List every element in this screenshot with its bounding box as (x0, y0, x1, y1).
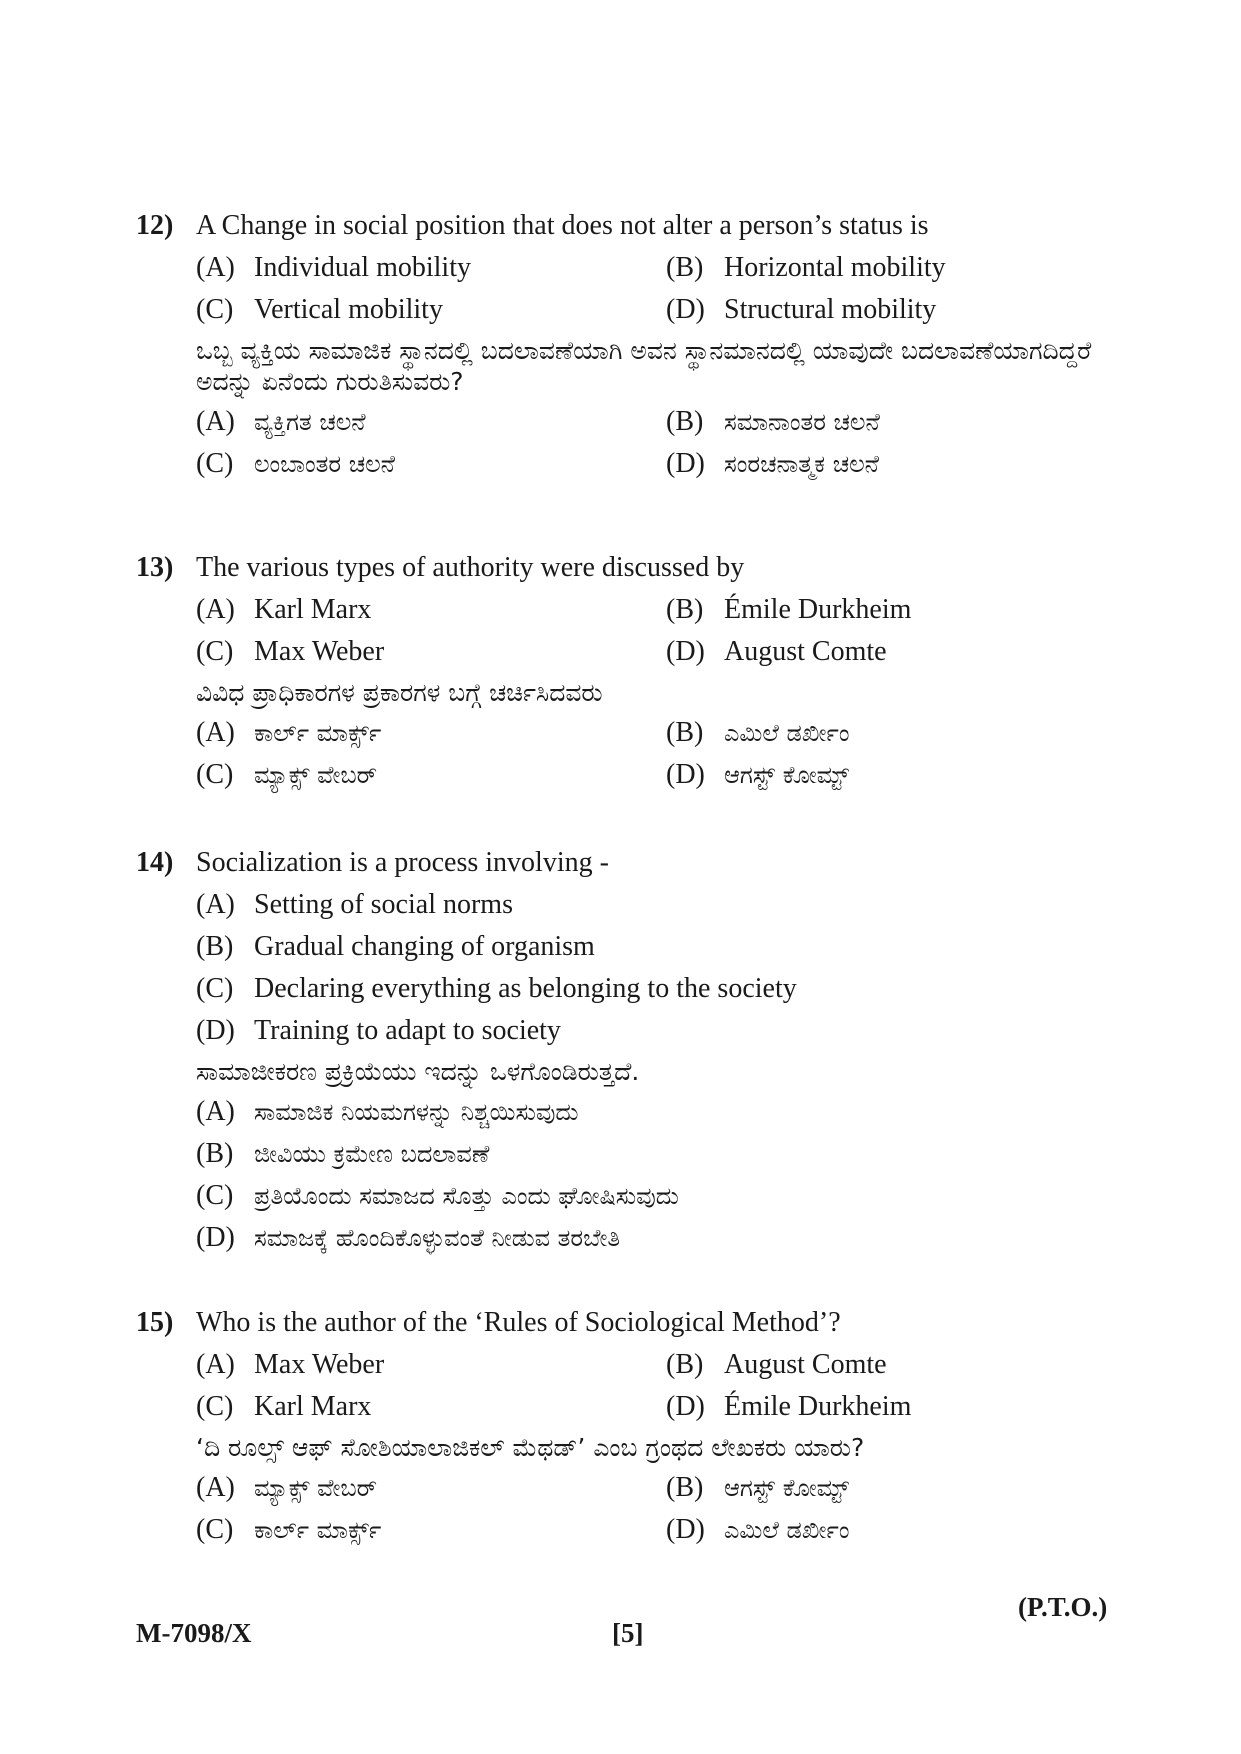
option-label: (B) (666, 717, 704, 748)
paper-code: M-7098/X (136, 1618, 252, 1648)
option-text: Individual mobility (254, 252, 471, 283)
option-text: Émile Durkheim (724, 1391, 912, 1422)
option-a (196, 247, 666, 289)
question-text-kannada: ವಿವಿಧ ಪ್ರಾಧಿಕಾರಗಳ ಪ್ರಕಾರಗಳ ಬಗ್ಗೆ ಚರ್ಚಿಸಿದವರು (196, 678, 603, 707)
pto-marker: (P.T.O.) (1018, 1592, 1108, 1622)
option-text: Émile Durkheim (724, 594, 912, 625)
option-text: ವ್ಯಕ್ತಿಗತ ಚಲನೆ (254, 408, 366, 436)
option-text: Karl Marx (254, 594, 372, 625)
question-line (136, 205, 1096, 247)
option-label: (C) (196, 1514, 234, 1545)
option-text: ಕಾರ್ಲ್ ಮಾರ್ಕ್ಸ್ (254, 1516, 382, 1544)
option-text: Karl Marx (254, 1391, 372, 1422)
option-c-kannada (196, 754, 666, 796)
option-text: ಆಗಸ್ಟ್ ಕೋಮ್ಟ್ (724, 1474, 850, 1502)
option-c-kannada (196, 1509, 666, 1551)
option-text: ಜೀವಿಯು ಕ್ರಮೇಣ ಬದಲಾವಣೆ (254, 1140, 490, 1168)
option-label: (D) (666, 1514, 705, 1545)
option-d (666, 631, 1136, 673)
option-text: ಸಮಾನಾಂತರ ಚಲನೆ (724, 408, 880, 436)
question-text-kannada: ‘ದಿ ರೂಲ್ಸ್ ಆಫ್ ಸೋಶಿಯಾಲಾಜಿಕಲ್ ಮೆಥಡ್’ ಎಂಬ ಗ್ರಂಥದ ಲೇಖಕರು ಯಾರು? (196, 1433, 865, 1462)
question-number: 14) (136, 847, 174, 878)
option-text: ಮ್ಯಾಕ್ಸ್ ವೇಬರ್ (254, 1474, 378, 1502)
option-text: ಎಮಿಲೆ ಡರ್ಖೀಂ (724, 1516, 850, 1544)
option-label: (D) (666, 636, 705, 667)
option-label: (A) (196, 406, 235, 437)
option-a-kannada (196, 401, 666, 443)
option-text: August Comte (724, 1349, 887, 1380)
question-12 (136, 205, 1096, 485)
question-number: 15) (136, 1307, 174, 1338)
option-text: ಎಮಿಲೆ ಡರ್ಖೀಂ (724, 719, 850, 747)
options-row-kannada (196, 1509, 1096, 1551)
option-b-kannada (666, 401, 1136, 443)
option-b (666, 589, 1136, 631)
option-text: ಆಗಸ್ಟ್ ಕೋಮ್ಟ್ (724, 761, 850, 789)
options-row (196, 247, 1096, 289)
option-label: (A) (196, 1096, 235, 1127)
question-text: The various types of authority were discussed by (196, 552, 745, 583)
question-text-kannada: ಒಬ್ಬ ವ್ಯಕ್ತಿಯ ಸಾಮಾಜಿಕ ಸ್ಥಾನದಲ್ಲಿ ಬದಲಾವಣೆಯಾಗಿ ಅವನ ಸ್ಥಾನಮಾನದಲ್ಲಿ ಯಾವುದೇ ಬದಲಾವಣೆಯಾಗದಿದ್ದರೆ ಅದನ್ನು ಏನೆಂದು ಗುರುತಿಸುವರು? (196, 336, 1092, 396)
option-label: (A) (196, 1349, 235, 1380)
option-text: Training to adapt to society (254, 1015, 561, 1046)
option-b-kannada (666, 1467, 1136, 1509)
option-label: (D) (196, 1222, 235, 1253)
options-row-kannada (196, 401, 1096, 443)
question-text: Socialization is a process involving - (196, 847, 609, 878)
option-label: (A) (196, 594, 235, 625)
option-label: (A) (196, 889, 235, 920)
option-label: (D) (666, 1391, 705, 1422)
options-row (196, 1386, 1096, 1428)
question-text: A Change in social position that does not alter a person’s status is (196, 210, 929, 241)
option-c-kannada (196, 1175, 1096, 1217)
options-row-kannada (196, 754, 1096, 796)
options-row (196, 289, 1096, 331)
option-label: (D) (666, 294, 705, 325)
page-number: [5] (612, 1618, 644, 1648)
option-label: (C) (196, 636, 234, 667)
option-text: Vertical mobility (254, 294, 443, 325)
option-label: (B) (196, 931, 234, 962)
option-text: Horizontal mobility (724, 252, 946, 283)
option-a-kannada (196, 712, 666, 754)
option-label: (C) (196, 759, 234, 790)
options-row-kannada (196, 712, 1096, 754)
option-label: (B) (666, 252, 704, 283)
option-text: ಪ್ರತಿಯೊಂದು ಸಮಾಜದ ಸೊತ್ತು ಎಂದು ಘೋಷಿಸುವುದು (254, 1182, 679, 1210)
option-b (666, 247, 1136, 289)
option-label: (A) (196, 252, 235, 283)
option-label: (B) (666, 594, 704, 625)
option-label: (B) (666, 1349, 704, 1380)
option-text: ಸಂರಚನಾತ್ಮಕ ಚಲನೆ (724, 450, 879, 478)
option-d (196, 1010, 1096, 1052)
option-text: ಮ್ಯಾಕ್ಸ್ ವೇಬರ್ (254, 761, 378, 789)
option-label: (B) (666, 1472, 704, 1503)
option-label: (A) (196, 1472, 235, 1503)
question-13 (136, 547, 1096, 796)
question-number: 12) (136, 210, 174, 241)
option-d-kannada (666, 754, 1136, 796)
question-text: Who is the author of the ‘Rules of Sociological Method’? (196, 1307, 841, 1338)
question-14 (136, 842, 1096, 1259)
option-label: (D) (666, 448, 705, 479)
option-label: (C) (196, 1391, 234, 1422)
option-text: Declaring everything as belonging to the society (254, 973, 797, 1004)
option-d (666, 289, 1136, 331)
option-label: (C) (196, 1180, 234, 1211)
option-c-kannada (196, 443, 666, 485)
option-label: (C) (196, 294, 234, 325)
option-text: ಲಂಬಾಂತರ ಚಲನೆ (254, 450, 395, 478)
option-a-kannada (196, 1091, 1096, 1133)
option-d-kannada (666, 443, 1136, 485)
option-text: Setting of social norms (254, 889, 513, 920)
option-label: (D) (666, 759, 705, 790)
option-a (196, 589, 666, 631)
option-text: Structural mobility (724, 294, 937, 325)
option-b-kannada (196, 1133, 1096, 1175)
option-d (666, 1386, 1136, 1428)
option-a (196, 1344, 666, 1386)
options-row (196, 631, 1096, 673)
option-b-kannada (666, 712, 1136, 754)
option-c (196, 289, 666, 331)
options-row-kannada (196, 443, 1096, 485)
option-text: Max Weber (254, 636, 385, 667)
option-b (196, 926, 1096, 968)
option-label: (B) (666, 406, 704, 437)
options-row (196, 589, 1096, 631)
question-number: 13) (136, 552, 174, 583)
option-text: ಸಾಮಾಜಿಕ ನಿಯಮಗಳನ್ನು ನಿಶ್ಚಯಿಸುವುದು (254, 1098, 579, 1126)
question-15 (136, 1302, 1096, 1551)
option-d-kannada (196, 1217, 1096, 1259)
question-text-kannada: ಸಾಮಾಜೀಕರಣ ಪ್ರಕ್ರಿಯೆಯು ಇದನ್ನು ಒಳಗೊಂಡಿರುತ್ತದೆ. (196, 1057, 640, 1086)
question-line (136, 842, 1096, 884)
option-a (196, 884, 1096, 926)
option-c (196, 631, 666, 673)
option-a-kannada (196, 1467, 666, 1509)
option-d-kannada (666, 1509, 1136, 1551)
option-label: (A) (196, 717, 235, 748)
option-label: (B) (196, 1138, 234, 1169)
option-text: Max Weber (254, 1349, 385, 1380)
option-text: ಕಾರ್ಲ್ ಮಾರ್ಕ್ಸ್ (254, 719, 382, 747)
option-text: Gradual changing of organism (254, 931, 595, 962)
question-line (136, 547, 1096, 589)
options-row (196, 1344, 1096, 1386)
option-b (666, 1344, 1136, 1386)
option-label: (C) (196, 973, 234, 1004)
option-label: (D) (196, 1015, 235, 1046)
option-label: (C) (196, 448, 234, 479)
option-c (196, 1386, 666, 1428)
option-text: ಸಮಾಜಕ್ಕೆ ಹೊಂದಿಕೊಳ್ಳುವಂತೆ ನೀಡುವ ತರಬೇತಿ (254, 1224, 621, 1252)
question-line (136, 1302, 1096, 1344)
option-c (196, 968, 1096, 1010)
option-text: August Comte (724, 636, 887, 667)
options-row-kannada (196, 1467, 1096, 1509)
